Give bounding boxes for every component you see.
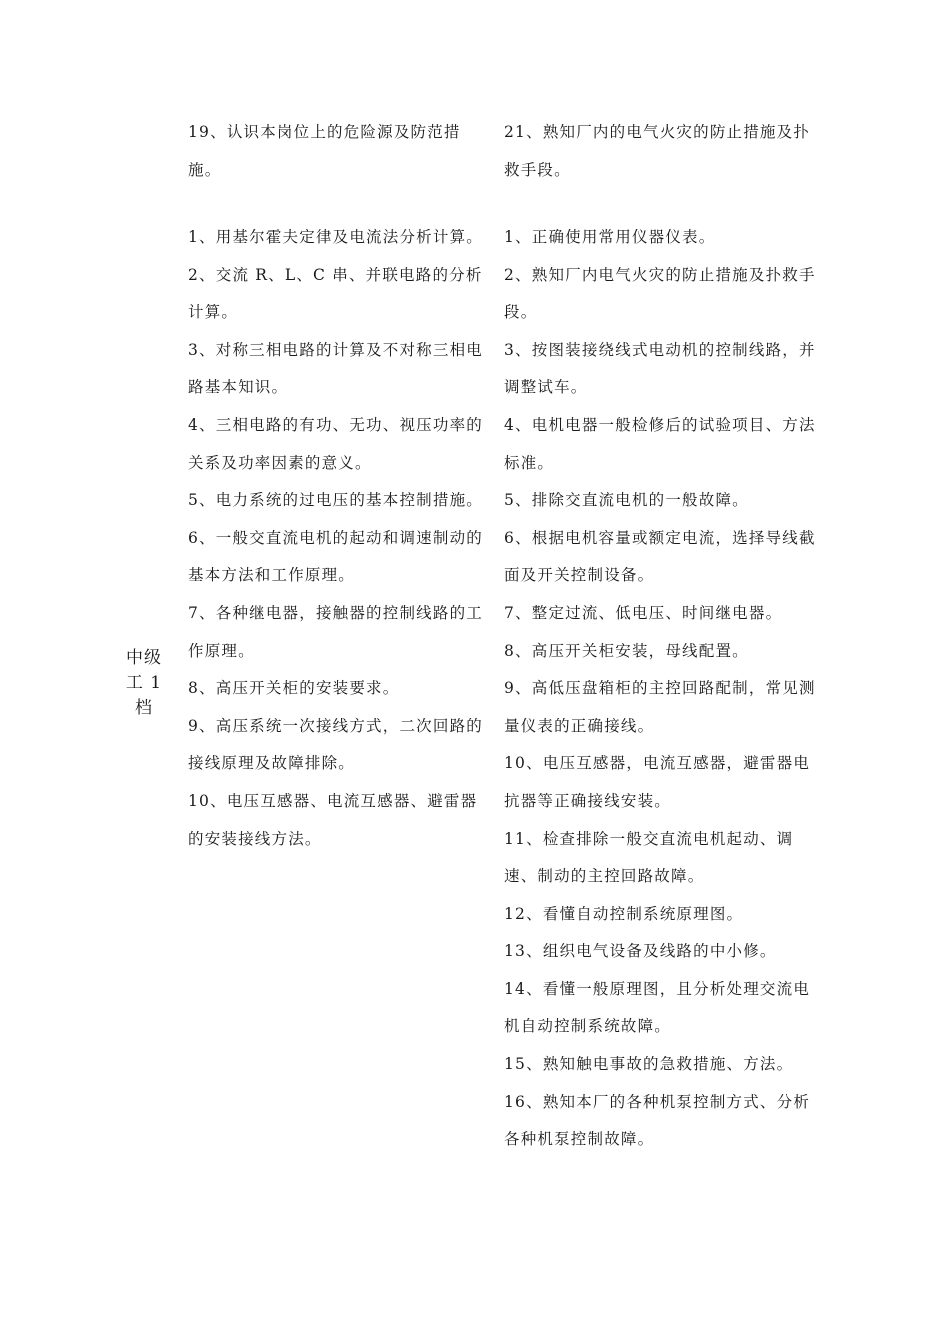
knowledge-item: 5、电力系统的过电压的基本控制措施。 xyxy=(188,491,483,510)
level-label xyxy=(118,646,170,721)
knowledge-item: 7、各种继电器，接触器的控制线路的工作原理。 xyxy=(188,603,483,660)
knowledge-item: 8、高压开关柜的安装要求。 xyxy=(188,679,400,698)
knowledge-item: 1、用基尔霍夫定律及电流法分析计算。 xyxy=(188,228,483,246)
skill-item: 10、电压互感器，电流互感器，避雷器电抗器等正确接线安装。 xyxy=(504,754,811,810)
skill-item: 3、按图装接绕线式电动机的控制线路，并调整试车。 xyxy=(504,340,816,397)
knowledge-item: 9、高压系统一次接线方式，二次回路的接线原理及故障排除。 xyxy=(188,716,483,773)
skill-item: 11、检查排除一般交直流电机起动、调速、制动的主控回路故障。 xyxy=(504,829,794,886)
knowledge-item: 10、电压互感器、电流互感器、避雷器的安装接线方法。 xyxy=(188,791,478,848)
level-label-line: 工 1 xyxy=(125,673,163,693)
top-right-item xyxy=(504,114,822,189)
skill-item: 5、排除交直流电机的一般故障。 xyxy=(504,491,749,510)
skill-item: 8、高压开关柜安装，母线配置。 xyxy=(504,641,749,660)
knowledge-requirements-column xyxy=(188,219,491,858)
skill-item: 12、看懂自动控制系统原理图。 xyxy=(504,904,744,923)
knowledge-item: 4、三相电路的有功、无功、视压功率的关系及功率因素的意义。 xyxy=(188,415,483,472)
knowledge-item: 19、认识本岗位上的危险源及防范措施。 xyxy=(188,123,461,179)
skill-item: 13、组织电气设备及线路的中小修。 xyxy=(504,942,777,961)
skill-requirements-column xyxy=(504,219,822,1159)
skill-item: 14、看懂一般原理图，且分析处理交流电机自动控制系统故障。 xyxy=(504,979,811,1036)
knowledge-item: 6、一般交直流电机的起动和调速制动的基本方法和工作原理。 xyxy=(188,528,483,585)
knowledge-item: 2、交流 R、L、C 串、并联电路的分析计算。 xyxy=(188,265,483,322)
skill-item: 1、正确使用常用仪器仪表。 xyxy=(504,228,716,246)
skill-item: 15、熟知触电事故的急救措施、方法。 xyxy=(504,1055,794,1074)
top-left-item xyxy=(188,114,493,189)
level-label-line: 档 xyxy=(135,698,153,718)
skill-item: 16、熟知本厂的各种机泵控制方式、分析各种机泵控制故障。 xyxy=(504,1092,811,1149)
skill-item: 7、整定过流、低电压、时间继电器。 xyxy=(504,603,783,622)
level-label-line: 中级 xyxy=(126,648,162,668)
knowledge-item: 3、对称三相电路的计算及不对称三相电路基本知识。 xyxy=(188,340,483,397)
skill-item: 9、高低压盘箱柜的主控回路配制，常见测量仪表的正确接线。 xyxy=(504,679,816,735)
skill-item: 2、熟知厂内电气火灾的防止措施及扑救手段。 xyxy=(504,265,816,322)
skill-item: 4、电机电器一般检修后的试验项目、方法标准。 xyxy=(504,415,816,472)
skill-item: 21、熟知厂内的电气火灾的防止措施及扑救手段。 xyxy=(504,123,811,179)
skill-item: 6、根据电机容量或额定电流，选择导线截面及开关控制设备。 xyxy=(504,528,816,585)
